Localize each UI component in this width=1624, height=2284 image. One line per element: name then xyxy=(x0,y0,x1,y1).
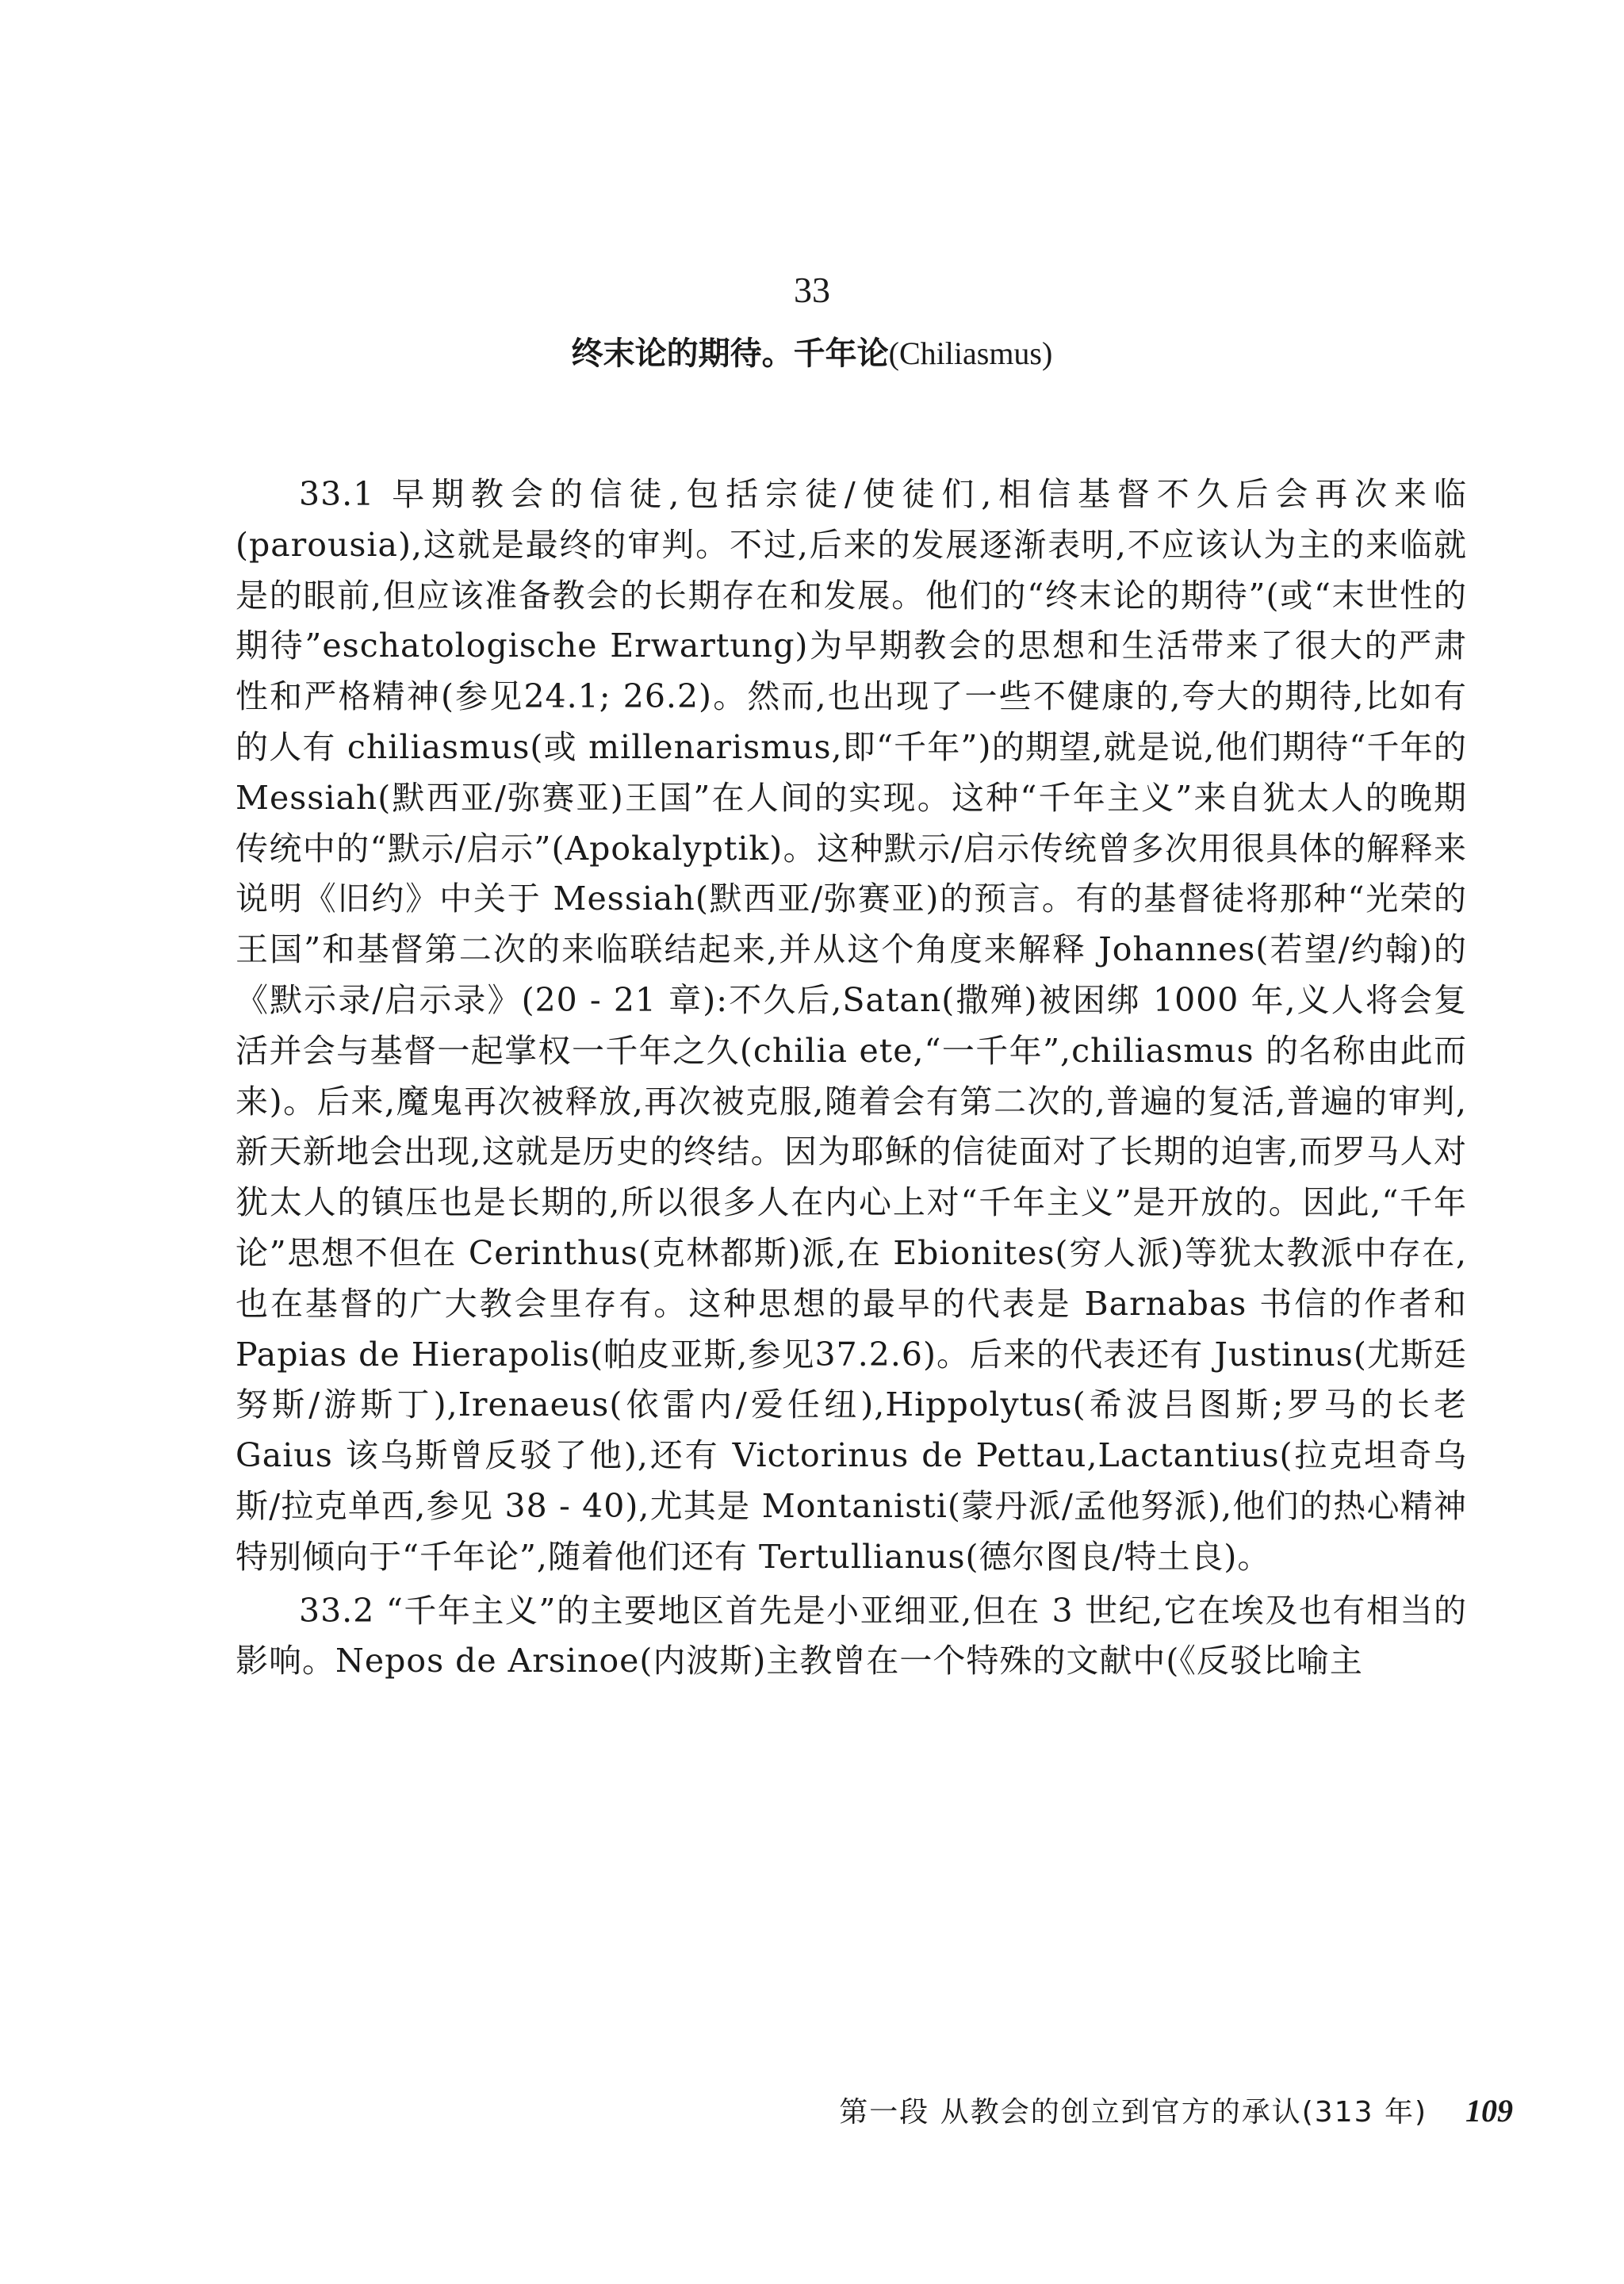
page-footer xyxy=(0,2094,1513,2130)
chapter-number: 33 xyxy=(794,270,830,310)
chapter-title xyxy=(0,331,1624,376)
paragraph-33-2: 33.2 “千年主义”的主要地区首先是小亚细亚,但在 3 世纪,它在埃及也有相当的影响。Nepos de Arsinoe(内波斯)主教曾在一个特殊的文献中(《反驳比喻主 xyxy=(236,1591,1467,1680)
running-head: 第一段 从教会的创立到官方的承认(313 年) xyxy=(839,2096,1427,2129)
body-text xyxy=(236,469,1467,1687)
page-number: 109 xyxy=(1465,2093,1513,2129)
chapter-title-latin: (Chiliasmus) xyxy=(888,335,1053,371)
paragraph-33-1: 33.1 早期教会的信徒,包括宗徒/使徒们,相信基督不久后会再次来临(parousia),这就是最终的审判。不过,后来的发展逐渐表明,不应该认为主的来临就是的眼前,但应该准备教会的长期存在和发展。他们的“终末论的期待”(或“末世性的期待”eschatologische Erwartung)为早期教会的思想和生活带来了很大的严肃性和严格精神(参见24.1; 26.2)。然而,也出现了一些不健康的,夸大的期待,比如有的人有 chiliasmus(或 millenarismus,即“千年”)的期望,就是说,他们期待“千年的 Messiah(默西亚/弥赛亚)王国”在人间的实现。这种“千年主义”来自犹太人的晚期传统中的“默示/启示”(Apokalyptik)。这种默示/启示传统曾多次用很具体的解释来说明《旧约》中关于 Messiah(默西亚/弥赛亚)的预言。有的基督徒将那种“光荣的王国”和基督第二次的来临联结起来,并从这个角度来解释 Johannes(若望/约翰)的《默示录/启示录》(20 - 21 章):不久后,Satan(撒殚)被困绑 1000 年,义人将会复活并会与基督一起掌权一千年之久(chilia ete,“一千年”,chiliasmus 的名称由此而来)。后来,魔鬼再次被释放,再次被克服,随着会有第二次的,普遍的复活,普遍的审判,新天新地会出现,这就是历史的终结。因为耶稣的信徒面对了长期的迫害,而罗马人对犹太人的镇压也是长期的,所以很多人在内心上对“千年主义”是开放的。因此,“千年论”思想不但在 Cerinthus(克林都斯)派,在 Ebionites(穷人派)等犹太教派中存在,也在基督的广大教会里存有。这种思想的最早的代表是 Barnabas 书信的作者和 Papias de Hierapolis(帕皮亚斯,参见37.2.6)。后来的代表还有 Justinus(尤斯廷努斯/游斯丁),Irenaeus(依雷内/爱任纽),Hippolytus(希波吕图斯;罗马的长老 Gaius 该乌斯曾反驳了他),还有 Victorinus de Pettau,Lactantius(拉克坦奇乌斯/拉克单西,参见 38 - 40),尤其是 Montanisti(蒙丹派/孟他努派),他们的热心精神特别倾向于“千年论”,随着他们还有 Tertullianus(德尔图良/特土良)。 xyxy=(236,475,1468,1576)
chapter-title-chinese: 终末论的期待。千年论 xyxy=(571,335,889,372)
